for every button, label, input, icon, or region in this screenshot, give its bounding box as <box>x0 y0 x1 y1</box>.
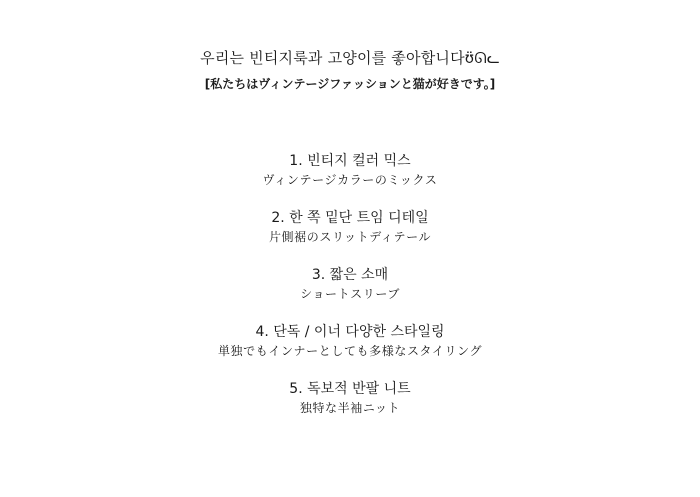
page-subtitle: [私たちはヴィンテージファッションと猫が好きです。] <box>204 77 496 91</box>
feature-japanese: ショートスリーブ <box>300 287 400 301</box>
feature-korean: 3. 짧은 소매 <box>311 267 389 283</box>
feature-item <box>0 323 700 359</box>
feature-item <box>0 152 700 188</box>
feature-korean: 4. 단독 / 이너 다양한 스타일링 <box>255 324 445 340</box>
feature-japanese: ヴィンテージカラーのミックス <box>262 173 438 187</box>
page-title: 우리는 빈티지룩과 고양이를 좋아합니다ʊ̈ᘏᓚ <box>200 49 500 67</box>
feature-item <box>0 380 700 416</box>
feature-korean: 1. 빈티지 컬러 믹스 <box>289 153 411 169</box>
feature-japanese: 単独でもインナーとしても多様なスタイリング <box>217 344 483 358</box>
feature-item <box>0 209 700 245</box>
feature-japanese: 独特な半袖ニット <box>299 401 401 415</box>
feature-korean: 5. 독보적 반팔 니트 <box>289 381 411 397</box>
feature-japanese: 片側裾のスリットディテール <box>268 230 432 244</box>
feature-item <box>0 266 700 302</box>
feature-korean: 2. 한 쪽 밑단 트임 디테일 <box>271 210 429 226</box>
